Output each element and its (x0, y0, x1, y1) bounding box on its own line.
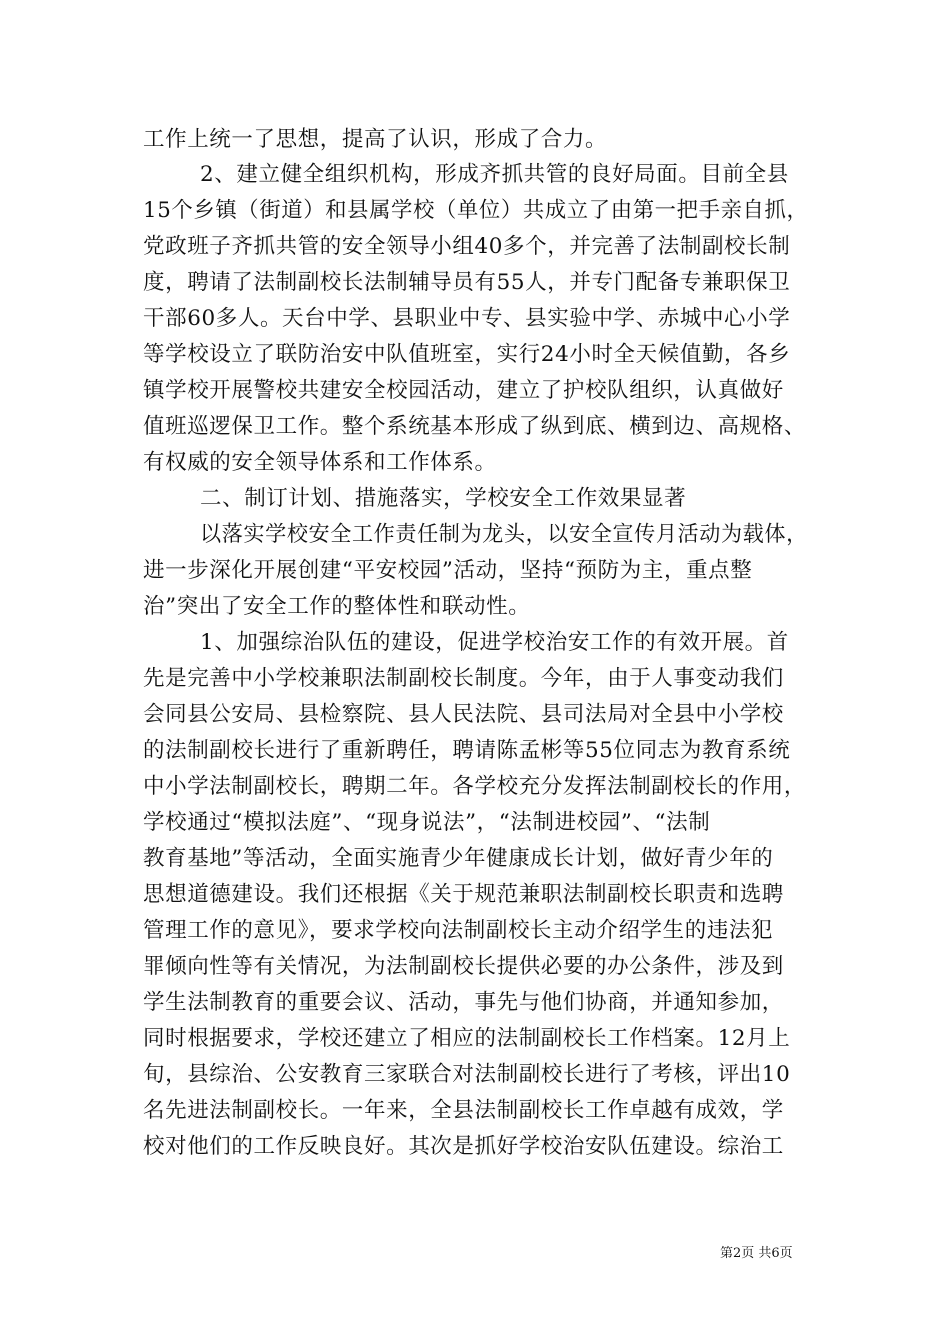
text-line: 学校通过“模拟法庭”、“现身说法”，“法制进校园”、“法制 (143, 810, 711, 835)
text-line: 同时根据要求，学校还建立了相应的法制副校长工作档案。12月上 (143, 1026, 791, 1051)
text-line: 先是完善中小学校兼职法制副校长制度。今年，由于人事变动我们 (143, 666, 784, 691)
text-line: 学生法制教育的重要会议、活动，事先与他们协商，并通知参加， (143, 990, 784, 1015)
text-line: 干部60多人。天台中学、县职业中专、县实验中学、赤城中心小学 (143, 306, 791, 331)
text-line: 等学校设立了联防治安中队值班室，实行24小时全天候值勤，各乡 (143, 342, 791, 367)
text-line: 中小学法制副校长，聘期二年。各学校充分发挥法制副校长的作用， (143, 774, 807, 799)
text-line: 名先进法制副校长。一年来，全县法制副校长工作卓越有成效，学 (143, 1098, 784, 1123)
text-line: 有权威的安全领导体系和工作体系。 (143, 450, 497, 475)
section-heading: 二、制订计划、措施落实，学校安全工作效果显著 (200, 486, 687, 511)
text-line: 1、加强综治队伍的建设，促进学校治安工作的有效开展。首 (200, 630, 789, 655)
text-line: 治”突出了安全工作的整体性和联动性。 (143, 594, 531, 619)
text-line: 会同县公安局、县检察院、县人民法院、县司法局对全县中小学校 (143, 702, 784, 727)
text-line: 思想道德建设。我们还根据《关于规范兼职法制副校长职责和选聘 (143, 882, 784, 907)
text-line: 2、建立健全组织机构，形成齐抓共管的良好局面。目前全县 (200, 162, 789, 187)
text-line: 工作上统一了思想，提高了认识，形成了合力。 (143, 127, 608, 152)
text-line: 罪倾向性等有关情况，为法制副校长提供必要的办公条件，涉及到 (143, 954, 784, 979)
text-line: 以落实学校安全工作责任制为龙头，以安全宣传月活动为载体， (200, 522, 808, 547)
text-line: 管理工作的意见》，要求学校向法制副校长主动介绍学生的违法犯 (143, 918, 774, 943)
text-line: 的法制副校长进行了重新聘任，聘请陈孟彬等55位同志为教育系统 (143, 738, 791, 763)
text-line: 教育基地”等活动，全面实施青少年健康成长计划，做好青少年的 (143, 846, 774, 871)
page-number: 第2页 共6页 (720, 1246, 793, 1261)
text-line: 值班巡逻保卫工作。整个系统基本形成了纵到底、横到边、高规格、 (143, 414, 807, 439)
text-line: 进一步深化开展创建“平安校园”活动，坚持“预防为主，重点整 (143, 558, 753, 583)
text-line: 15个乡镇（街道）和县属学校（单位）共成立了由第一把手亲自抓， (143, 198, 809, 223)
text-line: 党政班子齐抓共管的安全领导小组40多个，并完善了法制副校长制 (143, 234, 791, 259)
text-line: 度，聘请了法制副校长法制辅导员有55人，并专门配备专兼职保卫 (143, 270, 791, 295)
text-line: 旬，县综治、公安教育三家联合对法制副校长进行了考核，评出10 (143, 1062, 791, 1087)
text-line: 镇学校开展警校共建安全校园活动，建立了护校队组织，认真做好 (143, 378, 784, 403)
text-line: 校对他们的工作反映良好。其次是抓好学校治安队伍建设。综治工 (143, 1134, 784, 1159)
